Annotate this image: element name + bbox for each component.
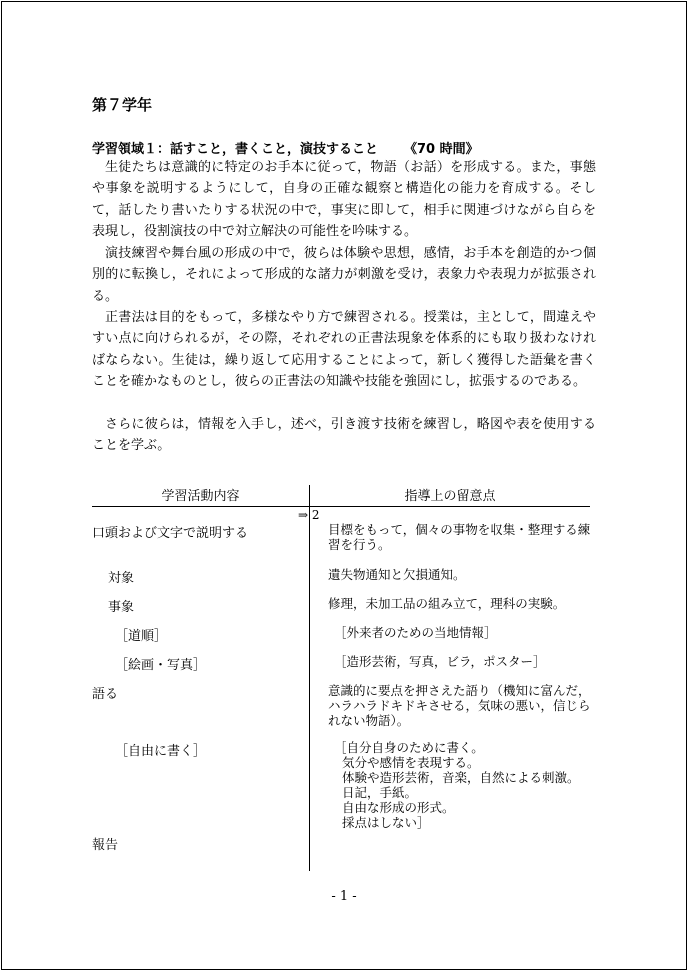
paragraph-3: 正書法は目的をもって，多様なやり方で練習される。授業は，主として，間違えやすい点に向けられるが，その際，それぞれの正書法現象を体系的にも取り扱わなければならない。生徒は，繰り返して応用することによって，新しく獲得した語彙を書くことを確かなものとし，彼らの正書法の知識や技能を強固にし，拡張するのである。 xyxy=(92,310,596,390)
row-narrate-note: 意識的に要点を押さえた語り（機知に富んだ，ハラハラドキドキさせる，気味の悪い，信じられない物語）。 xyxy=(328,683,591,728)
row-report-label: 報告 xyxy=(92,838,119,853)
row-oral-note: 目標をもって，個々の事物を収集・整理する練習を行う。 xyxy=(328,522,591,552)
row-free-writing-label: ［自由に書く］ xyxy=(115,744,207,759)
row-route-label: ［道順］ xyxy=(115,629,168,644)
row-events-note: 修理，未加工品の組み立て，理科の実験。 xyxy=(328,596,566,611)
cross-reference: ⇒ 2 xyxy=(298,508,320,522)
row-route-note: ［外来者のための当地情報］ xyxy=(334,625,497,640)
area-heading xyxy=(92,138,479,157)
row-pictures-label: ［絵画・写真］ xyxy=(115,658,207,673)
free-writing-line: 採点はしない］ xyxy=(342,815,430,830)
row-objects-note: 遺失物通知と欠損通知。 xyxy=(328,567,466,582)
row-oral-label: 口頭および文字で説明する xyxy=(92,526,249,541)
column-header-activities: 学習活動内容 xyxy=(161,489,240,504)
row-narrate-label: 語る xyxy=(92,687,119,702)
area-heading-text: 学習領域１：話すこと，書くこと，演技すること xyxy=(92,142,379,157)
table-column-divider xyxy=(309,485,310,871)
page-number: - 1 - xyxy=(331,889,357,904)
paragraph-1: 生徒たちは意識的に特定のお手本に従って，物語（お話）を形成する。また，事態や事象を説明するようにして，自身の正確な観察と構造化の能力を育成する。そして，話したり書いたりする状況の中で，事実に即して，相手に関連づけながら自らを表現し，役割演技の中で対立解決の可能性を吟味する。 xyxy=(92,160,596,240)
page-title: 第７学年 xyxy=(92,96,153,114)
free-writing-line: 体験や造形芸術，音楽，自然による刺激。 xyxy=(342,770,580,785)
paragraph-2: 演技練習や舞台風の形成の中で，彼らは体験や思想，感情，お手本を創造的かつ個別的に転換し，それによって形成的な諸力が刺激を受け，表象力や表現力が拡張される。 xyxy=(92,246,596,304)
column-header-notes: 指導上の留意点 xyxy=(404,489,496,504)
paragraph-4: さらに彼らは，情報を入手し，述べ，引き渡す技術を練習し，略図や表を使用することを学ぶ。 xyxy=(92,417,596,454)
row-pictures-note: ［造形芸術，写真，ビラ，ポスター］ xyxy=(334,654,546,669)
row-objects-label: 対象 xyxy=(108,571,135,586)
table-header-rule xyxy=(92,506,590,507)
free-writing-line: ［自分自身のために書く。 xyxy=(334,740,484,755)
area-hours: 《70 時間》 xyxy=(404,142,479,157)
row-events-label: 事象 xyxy=(108,600,135,615)
free-writing-line: 気分や感情を表現する。 xyxy=(342,755,480,770)
row-free-writing-notes xyxy=(334,740,604,830)
free-writing-line: 日記，手紙。 xyxy=(342,785,418,800)
free-writing-line: 自由な形成の形式。 xyxy=(342,800,455,815)
